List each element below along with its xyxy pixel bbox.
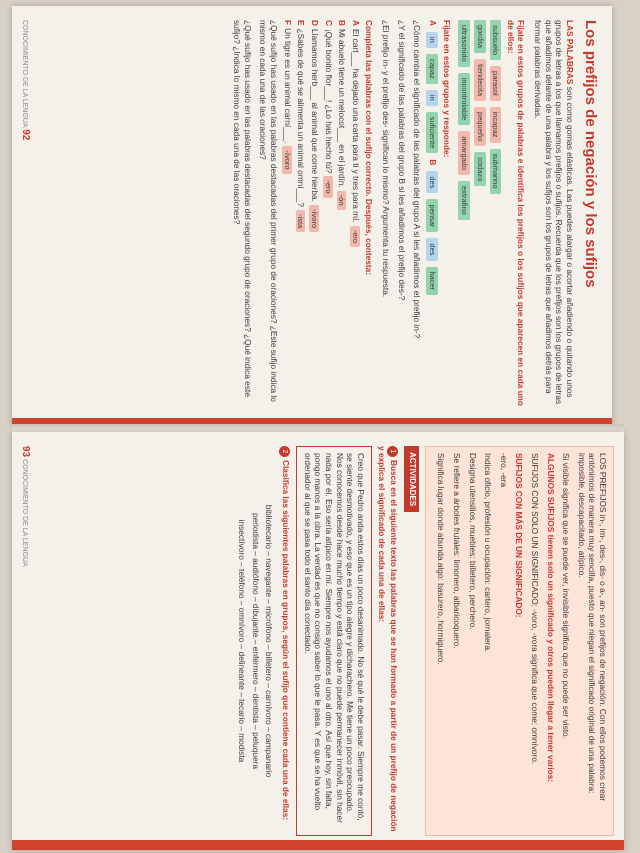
theory-text: Indica oficio, profesión u ocupación: cartero, jornalera. (483, 453, 494, 653)
sentence-row: C¡Qué bonito flor___! ¿Lo has hecho tú?-ero (323, 20, 334, 412)
word-tag: incontrolable (458, 73, 470, 126)
word-tag: des (426, 171, 438, 193)
word-list: insectívoro – teléfono – omnívoro – delineante – tecario – modista (236, 519, 247, 763)
page-92 (12, 6, 612, 426)
task-1-heading: Fíjate en estos grupos de palabras e identifica los prefijos o los sufijos que aparecen en cada uno de ellos: (505, 20, 527, 406)
sentence-row: FUn tigre es un animal carní___.-ívoro (282, 20, 293, 412)
word-tag: ultrasonido (458, 20, 470, 67)
word-tag: incapaz (490, 107, 502, 143)
theory-box (425, 446, 614, 836)
page-title: Los prefijos de negación y los sufijos (582, 20, 599, 288)
word-tag: extrafino (458, 181, 470, 220)
word-tag: suficiente (426, 112, 438, 154)
activities-header: ACTIVIDADES (404, 446, 418, 512)
word-tag: pequeño (474, 107, 486, 146)
word-tag: hacer (426, 267, 438, 296)
page-number: 93 (19, 446, 31, 458)
word-tag: pensar (426, 199, 438, 232)
theory-text: SUFIJOS CON SOLO UN SIGNIFICADO: -voro, -vora significa que come: omnívoro. (529, 453, 540, 765)
sentence-row: DLlamamos herb___ al animal que come hierba.-ívoro (309, 20, 320, 412)
word-tag: submarino (490, 149, 502, 194)
sentence-row: AEl cart___ ha dejado una carta para ti y tres para mí.-ero (350, 20, 361, 412)
group-b-label: B (427, 159, 438, 166)
word-group-3 (458, 20, 470, 412)
word-tag: codazo (474, 152, 486, 186)
theory-text: -ero, -era (498, 453, 509, 488)
word-group-2 (474, 20, 486, 412)
intro-paragraph: LAS PALABRAS son como gomas elásticas. Las puedes alargar o acortar añadiendo o quitando unos grupos de letras a los que llamamos prefijos o sufijos. Recuerda que los prefijos son los grupos de letras que añadimos delante de una palabra y los sufijos son los grupos de letras que añadimos detrás para formar palabras derivadas. (532, 20, 575, 405)
theory-text: Si visible significa que se puede ver, invisible significa que no puede ser visto. (561, 453, 572, 739)
question-2: ¿Y el significado de las palabras del grupo B si les añadimos el prefijo des-? (396, 20, 407, 301)
activity-2: 2Clasifica las siguientes palabras en grupos, según el sufijo que contiene cada una de ellas: (279, 446, 291, 836)
page-footer: 93 CONOCIMIENTO DE LA LENGUA (19, 446, 31, 567)
theory-text: Se refiere a árboles frutales: limonero, albaricoquero. (451, 453, 462, 649)
activity-1: 1Busca en el siguiente texto las palabras que se han formado a partir de un prefijo de negación y explica el significado de cada una de ellas: (377, 446, 400, 832)
page-93 (12, 432, 624, 850)
theory-text: LOS PREFIJOS in-, im-, des-, dis- o a-, an- son prefijos de negación. Con ellos podemos crear antónimos de manera muy sencilla, puesto que niegan el significado original de una palabra: imposible, descapacitado, atípico. (576, 453, 608, 802)
task-3-heading: Completa las palabras con el sufijo correcto. Después, contesta: (364, 20, 375, 275)
word-tag: capaz (426, 54, 438, 84)
theory-text: Designa utensilios, muebles: billetero, perchero. (467, 453, 478, 630)
question-3: ¿El prefijo in- y el prefijo des- significan lo mismo? Argumenta tu respuesta. (380, 20, 391, 298)
word-tag: subsuelo (490, 20, 502, 60)
word-tag: parasol (490, 66, 502, 101)
word-group-1 (490, 20, 502, 412)
sentence-row: E¿Sabes de qué se alimenta un animal omní___?-ista (296, 20, 307, 412)
word-tag: gordita (474, 20, 486, 53)
page-number: 92 (19, 129, 31, 141)
task-2-heading: Fíjate en estos grupos y responde: (442, 20, 453, 158)
question-4: ¿Qué sufijo has usado en las palabras destacadas del primer grupo de oraciones? ¿Este sufijo indica lo mismo en cada una de las oraciones? (258, 20, 280, 402)
theory-text: SUFIJOS CON MÁS DE UN SIGNIFICADO: (514, 453, 525, 618)
word-tag: in (426, 32, 438, 48)
page-92-content (12, 6, 612, 426)
word-list: bibliotecario – navegante – micrófono – billetero – carnívoro – campanario (264, 504, 275, 778)
red-page-edge (12, 840, 624, 850)
reading-text-box: Creo que Pedro anda estos días un poco desanimado. No sé qué le debe pasar. Siempre me contó, se siente desmotivado, y eso que es un tipo alegre y dicharachero. Me tiene un poco preocupado. Nos conocemos desde hace mucho tiempo y está claro que no puede permanecer inmóvil, sin hacer nada por él. Eso sería atípico en mí. Siempre nos ayudamos el uno al otro. Así que hoy, sin falta, pongo manos a la obra. La verdad es que no consigo saber lo que le pasa. Y es que se ha vuelto ordenador al que se pasa todo el santo día conectado. (296, 446, 372, 836)
theory-text: Significa lugar donde abunda algo: basurero, hormiguero. (436, 453, 447, 665)
word-tag: amargado (458, 131, 470, 175)
prefix-groups (426, 20, 438, 412)
word-tag: des (426, 238, 438, 260)
question-1: ¿Cómo cambia el significado de las palabras del grupo A si les añadimos el prefijo in-? (412, 20, 423, 339)
theory-text: ALGUNOS SUFIJOS tienen solo un significado y otros pueden llegar a tener varios: (545, 453, 556, 783)
page-93-content (12, 432, 624, 850)
group-a-label: A (427, 20, 438, 26)
word-tag: tiendecita (474, 59, 486, 101)
sentence-row: BMi abuelo tiene un melocot___ en el jardín.-ón (337, 20, 348, 412)
question-5: ¿Qué sufijo has usado en las palabras destacadas del segundo grupo de oraciones? ¿Qué indica este sufijo? ¿Indica lo mismo en cada una de las oraciones? (232, 20, 253, 397)
word-tag: in (426, 90, 438, 106)
page-footer: CONOCIMIENTO DE LA LENGUA 92 (19, 20, 31, 141)
word-list: periodista – audiófono – dibujante – enfermero – dentista – peluquera (250, 512, 261, 769)
